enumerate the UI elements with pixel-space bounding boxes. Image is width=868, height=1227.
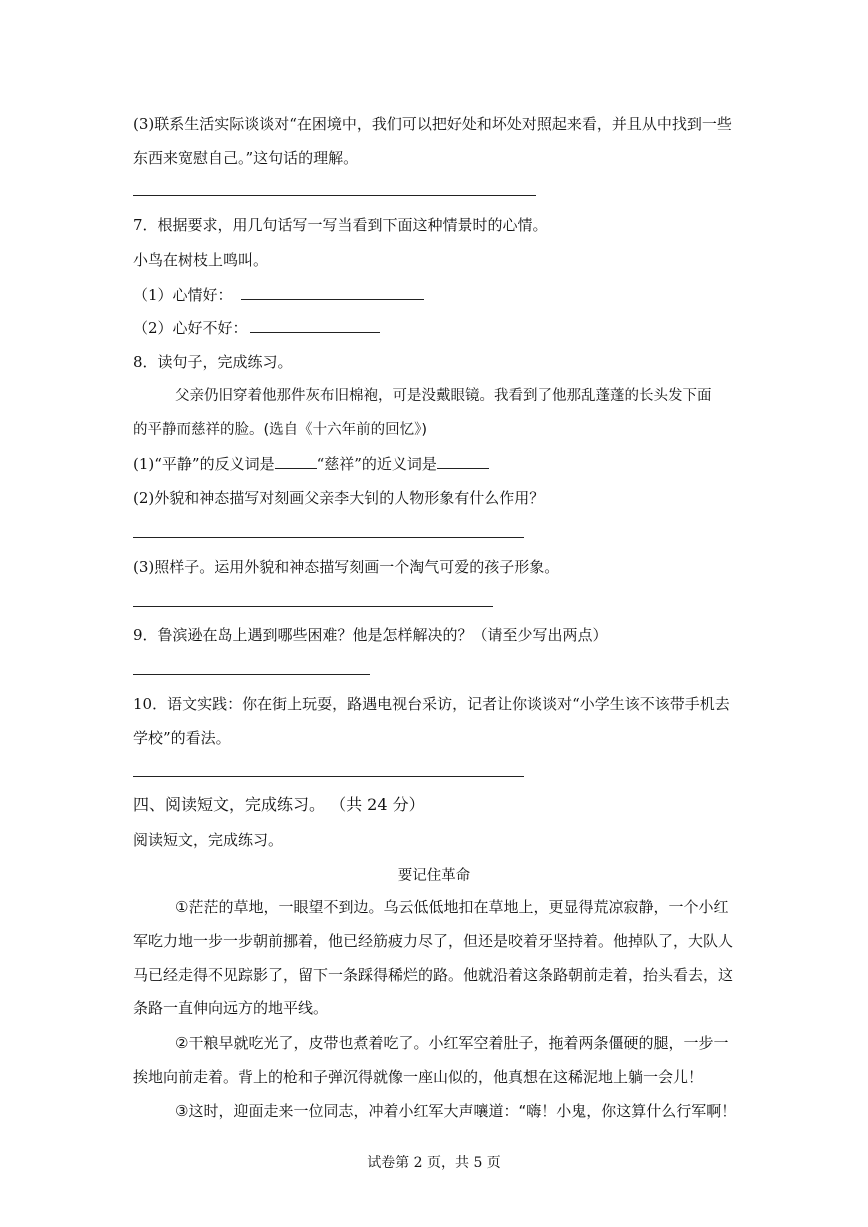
- q10-answer-line[interactable]: [133, 776, 524, 777]
- q7-good-label: （1）心情好：: [133, 286, 233, 304]
- q8-sub1-line: [133, 454, 489, 474]
- q7-title: 7．根据要求，用几句话写一写当看到下面这种情景时的心情。: [133, 216, 548, 234]
- article-p1-line3: 马已经走得不见踪影了，留下一条踩得稀烂的路。他就沿着这条路朝前走着，抬头看去，这: [133, 966, 734, 984]
- q8-synonym-blank[interactable]: [437, 454, 489, 469]
- article-title: 要记住革命: [397, 868, 471, 884]
- q9-answer-line[interactable]: [133, 674, 370, 675]
- q8-quote-line2: 的平静而慈祥的脸。(选自《十六年前的回忆》): [133, 422, 428, 438]
- article-p3-line1: ③这时，迎面走来一位同志，冲着小红军大声嚷道：“嗨！小鬼，你这算什么行军啊！: [175, 1102, 737, 1120]
- q7-bad-line: [133, 318, 380, 338]
- q8-sub3: (3)照样子。运用外貌和神态描写刻画一个淘气可爱的孩子形象。: [133, 558, 560, 576]
- q9-title: 9．鲁滨逊在岛上遇到哪些困难？他是怎样解决的？（请至少写出两点）: [133, 626, 608, 644]
- q8-sub2-answer-line[interactable]: [133, 537, 524, 538]
- q8-quote-line1: 父亲仍旧穿着他那件灰布旧棉袍，可是没戴眼镜。我看到了他那乱蓬蓬的长头发下面: [175, 388, 712, 404]
- q8-sub3-answer-line[interactable]: [133, 606, 493, 607]
- article-p1-line4: 条路一直伸向远方的地平线。: [133, 999, 329, 1017]
- article-p2-line1: ②干粮早就吃光了，皮带也煮着吃了。小红军空着肚子，拖着两条僵硬的腿，一步一: [175, 1034, 729, 1052]
- q8-title: 8．读句子，完成练习。: [133, 353, 293, 371]
- q6-3-answer-line[interactable]: [133, 195, 536, 196]
- article-p1-line2: 军吃力地一步一步朝前挪着，他已经筋疲力尽了，但还是咬着牙坚持着。他掉队了，大队人: [133, 932, 734, 950]
- section4-instruction: 阅读短文，完成练习。: [133, 831, 284, 849]
- q8-sub1-synonym-label: “慈祥”的近义词是: [316, 455, 437, 473]
- section4-heading: 四、阅读短文，完成练习。 （共 24 分）: [133, 795, 425, 814]
- q7-bad-blank[interactable]: [250, 318, 380, 333]
- q8-sub1-antonym-label: (1)“平静”的反义词是: [133, 455, 275, 473]
- page-footer: 试卷第 2 页，共 5 页: [367, 1155, 501, 1171]
- q6-3-line2: 东西来宽慰自己。”这句话的理解。: [133, 149, 359, 167]
- q7-good-blank[interactable]: [241, 285, 424, 300]
- q8-sub2: (2)外貌和神态描写对刻画父亲李大钊的人物形象有什么作用？: [133, 489, 545, 507]
- q10-line1: 10．语文实践：你在街上玩耍，路遇电视台采访，记者让你谈谈对“小学生该不该带手机去: [133, 695, 730, 713]
- q6-3-line1: (3)联系生活实际谈谈对“在困境中，我们可以把好处和坏处对照起来看，并且从中找到一些: [133, 115, 732, 133]
- article-p1-line1: ①茫茫的草地，一眼望不到边。乌云低低地扣在草地上，更显得荒凉寂静，一个小红: [175, 898, 729, 916]
- article-p2-line2: 挨地向前走着。背上的枪和子弹沉得就像一座山似的，他真想在这稀泥地上躺一会儿！: [133, 1068, 704, 1086]
- q7-bad-label: （2）心好不好：: [133, 319, 248, 337]
- q7-scene: 小鸟在树枝上鸣叫。: [133, 251, 269, 269]
- q10-line2: 学校”的看法。: [133, 729, 231, 747]
- q8-antonym-blank[interactable]: [275, 454, 317, 469]
- q7-good-line: [133, 285, 424, 305]
